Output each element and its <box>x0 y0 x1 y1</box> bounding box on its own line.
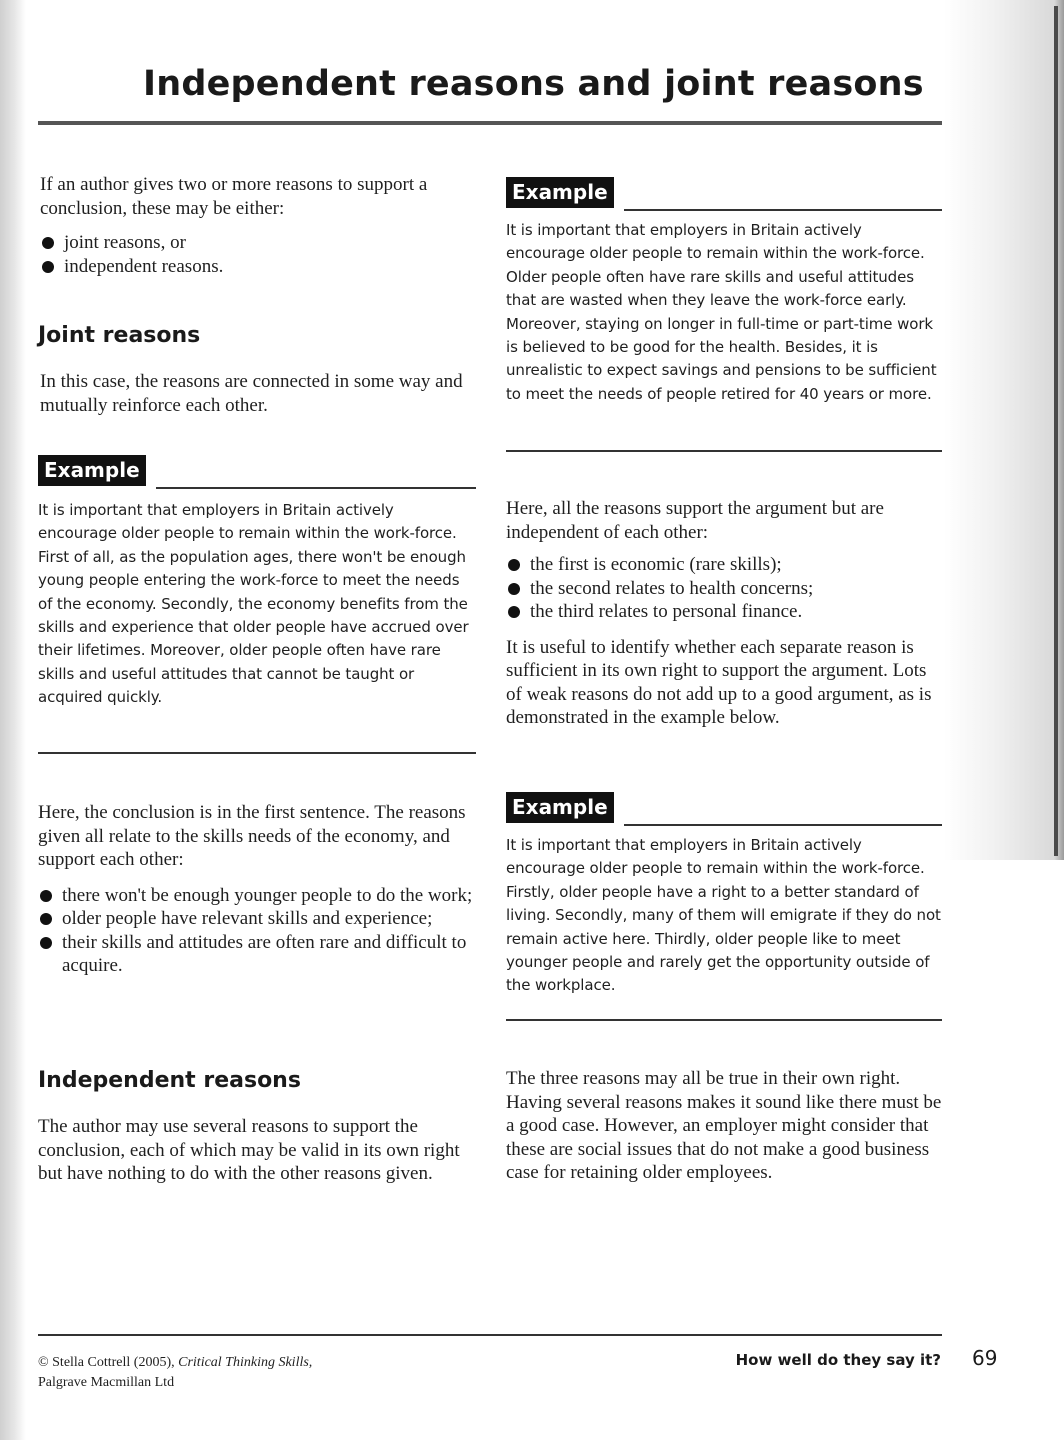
page-edge-shadow <box>944 0 1064 860</box>
publisher: Palgrave Macmillan Ltd <box>38 1375 175 1390</box>
intro-section <box>40 173 480 278</box>
example-3-header <box>506 792 942 826</box>
independent-analysis-section <box>506 497 946 730</box>
bullet-icon <box>508 606 520 618</box>
intro-text: If an author gives two or more reasons to support a conclusion, these may be either: <box>40 174 428 219</box>
book-title: Critical Thinking Skills, <box>178 1355 313 1370</box>
list-item: joint reasons, or <box>40 231 480 255</box>
independent-reasons-bullet-list <box>506 553 946 624</box>
joint-reasons-bullet-list <box>38 884 478 978</box>
example-header-rule <box>624 209 942 211</box>
list-item: there won't be enough younger people to do the work; <box>38 884 478 908</box>
independent-analysis-text: Here, all the reasons support the argument but are independent of each other: <box>506 498 884 543</box>
bullet-icon <box>42 237 54 249</box>
independent-reasons-text: The author may use several reasons to support the conclusion, each of which may be valid in its own right but have nothing to do with the other reasons given. <box>38 1116 460 1184</box>
bullet-icon <box>40 890 52 902</box>
weak-reasons-analysis-section <box>506 1067 946 1185</box>
example-2-text: It is important that employers in Britain actively encourage older people to remain within the work-force. Older people often have rare skills and useful attitudes that are wasted when they leave the work-force early. Moreover, staying on longer in full-time or part-time work is believed to be good for the health. Besides, it is unrealistic to expect savings and pensions to be sufficient to meet the needs of people retired for 40 years or more. <box>506 221 937 403</box>
independent-reasons-section <box>38 1115 468 1186</box>
list-item: their skills and attitudes are often rare and difficult to acquire. <box>38 931 478 978</box>
example-header-rule <box>624 824 942 826</box>
independent-reasons-heading: Independent reasons <box>38 1068 301 1093</box>
title-rule <box>38 121 942 125</box>
example-2-header <box>506 177 942 211</box>
list-item: independent reasons. <box>40 255 480 279</box>
footer-rule <box>38 1334 942 1336</box>
example-label: Example <box>506 177 614 208</box>
section-title: How well do they say it? <box>735 1351 941 1369</box>
example-header-rule <box>156 487 476 489</box>
bullet-icon <box>508 559 520 571</box>
footer-copyright: © Stella Cottrell (2005), Critical Thinking Skills, Palgrave Macmillan Ltd <box>38 1355 313 1390</box>
list-item: older people have relevant skills and experience; <box>38 907 478 931</box>
example-1-text: It is important that employers in Britain actively encourage older people to remain within the work-force. First of all, as the population ages, there won't be enough young people entering the work-force to meet the needs of the economy. Secondly, the economy benefits from the skills and experience that older people have accrued over their lifetimes. Moreover, older people often have rare skills and useful attitudes that cannot be taught or acquired quickly. <box>38 501 469 707</box>
joint-reasons-section <box>40 370 470 417</box>
joint-reasons-text: In this case, the reasons are connected in some way and mutually reinforce each other. <box>40 371 463 416</box>
page-edge-line <box>1054 6 1058 856</box>
list-item: the first is economic (rare skills); <box>506 553 946 577</box>
weak-reasons-analysis-text: The three reasons may all be true in their own right. Having several reasons makes it sound like there must be a good case. However, an employer might consider that these are social issues that do not make a good business case for retaining older employees. <box>506 1068 942 1183</box>
example-1-header <box>38 455 476 489</box>
example-3-text: It is important that employers in Britain actively encourage older people to remain within the work-force. Firstly, older people have a right to a better standard of living. Secondly, many of them will emigrate if they do not remain active here. Thirdly, older people like to meet younger people and rarely get the opportunity outside of the workplace. <box>506 836 941 995</box>
example-2-box <box>506 219 944 406</box>
example-1-bottom-rule <box>38 752 476 754</box>
intro-bullet-list <box>40 231 480 278</box>
weak-reasons-text: It is useful to identify whether each separate reason is sufficient in its own right to support the argument. Lots of weak reasons do not add up to a good argument, as is demonstrated in the example below. <box>506 636 932 728</box>
example-2-bottom-rule <box>506 450 942 452</box>
example-3-bottom-rule <box>506 1019 942 1021</box>
example-1-box <box>38 499 476 710</box>
list-item: the third relates to personal finance. <box>506 600 946 624</box>
example-label: Example <box>506 792 614 823</box>
list-item: the second relates to health concerns; <box>506 577 946 601</box>
bullet-icon <box>40 913 52 925</box>
page-spine-shadow <box>0 0 26 1440</box>
page-number: 69 <box>972 1346 998 1370</box>
example-label: Example <box>38 455 146 486</box>
joint-analysis-text: Here, the conclusion is in the first sentence. The reasons given all relate to the skills needs of the economy, and support each other: <box>38 802 466 870</box>
bullet-icon <box>508 583 520 595</box>
page-title: Independent reasons and joint reasons <box>143 64 924 104</box>
joint-analysis-section <box>38 801 478 978</box>
bullet-icon <box>40 937 52 949</box>
joint-reasons-heading: Joint reasons <box>38 323 201 348</box>
bullet-icon <box>42 261 54 273</box>
example-3-box <box>506 834 944 998</box>
